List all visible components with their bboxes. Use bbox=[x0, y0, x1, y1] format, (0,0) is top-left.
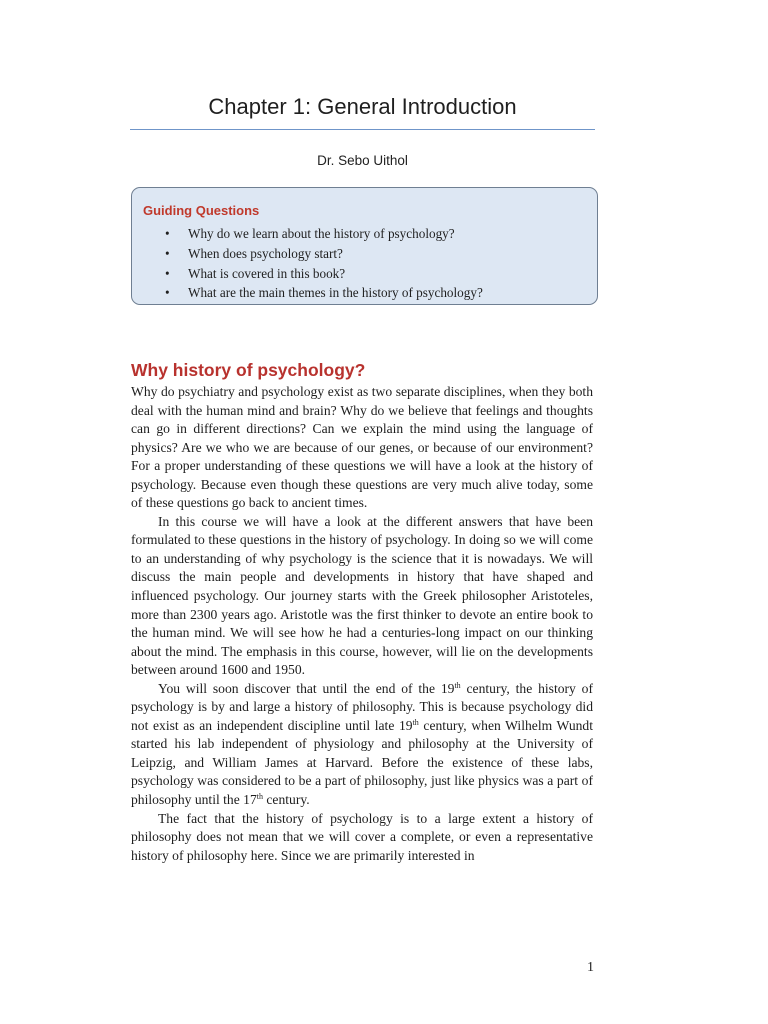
guiding-question-item bbox=[132, 283, 483, 303]
page-number: 1 bbox=[587, 960, 594, 975]
bullet-icon: • bbox=[165, 265, 170, 281]
paragraph-3-text: century. bbox=[262, 792, 310, 808]
section-heading: Why history of psychology? bbox=[131, 360, 366, 380]
paragraph-3-text: century, the history of psychology is by and large a history of philosophy. This is because psychology did not exist as an independent discipline until late 19 bbox=[131, 680, 594, 733]
ordinal-suffix: th bbox=[454, 680, 461, 690]
guiding-questions-box bbox=[131, 187, 598, 305]
paragraph-3-text: You will soon discover that until the end of the 19 bbox=[158, 680, 455, 696]
title-divider bbox=[130, 129, 595, 130]
paragraph-4: The fact that the history of psychology is to a large extent a history of philosophy does not mean that we will cover a complete, or even a representative history of philosophy here. Since we are primarily interested in bbox=[131, 810, 593, 863]
paragraph-3-text: century, when Wilhelm Wundt started his lab independent of physiology and philosophy at the University of Leipzig, and William James at Harvard. Before the existence of these labs, psychology was considered to be a part of philosophy, just like physics was a part of philosophy until the 17 bbox=[131, 717, 593, 808]
guiding-questions-list bbox=[132, 224, 483, 303]
chapter-title: Chapter 1: General Introduction bbox=[208, 94, 517, 119]
paragraph-1: Why do psychiatry and psychology exist as two separate disciplines, when they both deal with the human mind and brain? Why do we believe that feelings and thoughts can go in different directions? Can we explain the mind using the language of physics? Are we who we are because of our genes, or because of our environment? For a proper understanding of these questions we will have a look at the history of psychology. Because even though these questions are very much alive today, some of these questions go back to ancient times. bbox=[131, 384, 593, 511]
body-text bbox=[131, 383, 593, 865]
bullet-icon: • bbox=[165, 285, 170, 301]
bullet-icon: • bbox=[165, 226, 170, 241]
guiding-question-item bbox=[132, 264, 483, 284]
guiding-question-text: When does psychology start? bbox=[188, 245, 343, 261]
guiding-question-item bbox=[132, 244, 483, 264]
guiding-question-text: What are the main themes in the history of psychology? bbox=[188, 285, 483, 301]
author-name: Dr. Sebo Uithol bbox=[317, 153, 408, 168]
ordinal-suffix: th bbox=[412, 717, 419, 727]
paragraph-2: In this course we will have a look at the different answers that have been formulated to these questions in the history of psychology. In doing so we will come to an understanding of why psychology is the science that it is nowadays. We will discuss the main people and developments in history that have shaped and influenced psychology. Our journey starts with the Greek philosopher Aristoteles, more than 2300 years ago. Aristotle was the first thinker to devote an entire book to the human mind. We will see how he had a centuries-long impact on our thinking about the mind. The emphasis in this course, however, will lie on the developments between around 1600 and 1950. bbox=[131, 513, 593, 678]
bullet-icon: • bbox=[165, 245, 170, 261]
guiding-question-text: What is covered in this book? bbox=[188, 265, 346, 281]
guiding-questions-title: Guiding Questions bbox=[143, 203, 260, 218]
guiding-question-text: Why do we learn about the history of psychology? bbox=[188, 226, 455, 241]
guiding-question-item bbox=[132, 224, 483, 244]
ordinal-suffix: th bbox=[256, 792, 263, 802]
paragraph-3 bbox=[131, 680, 593, 810]
